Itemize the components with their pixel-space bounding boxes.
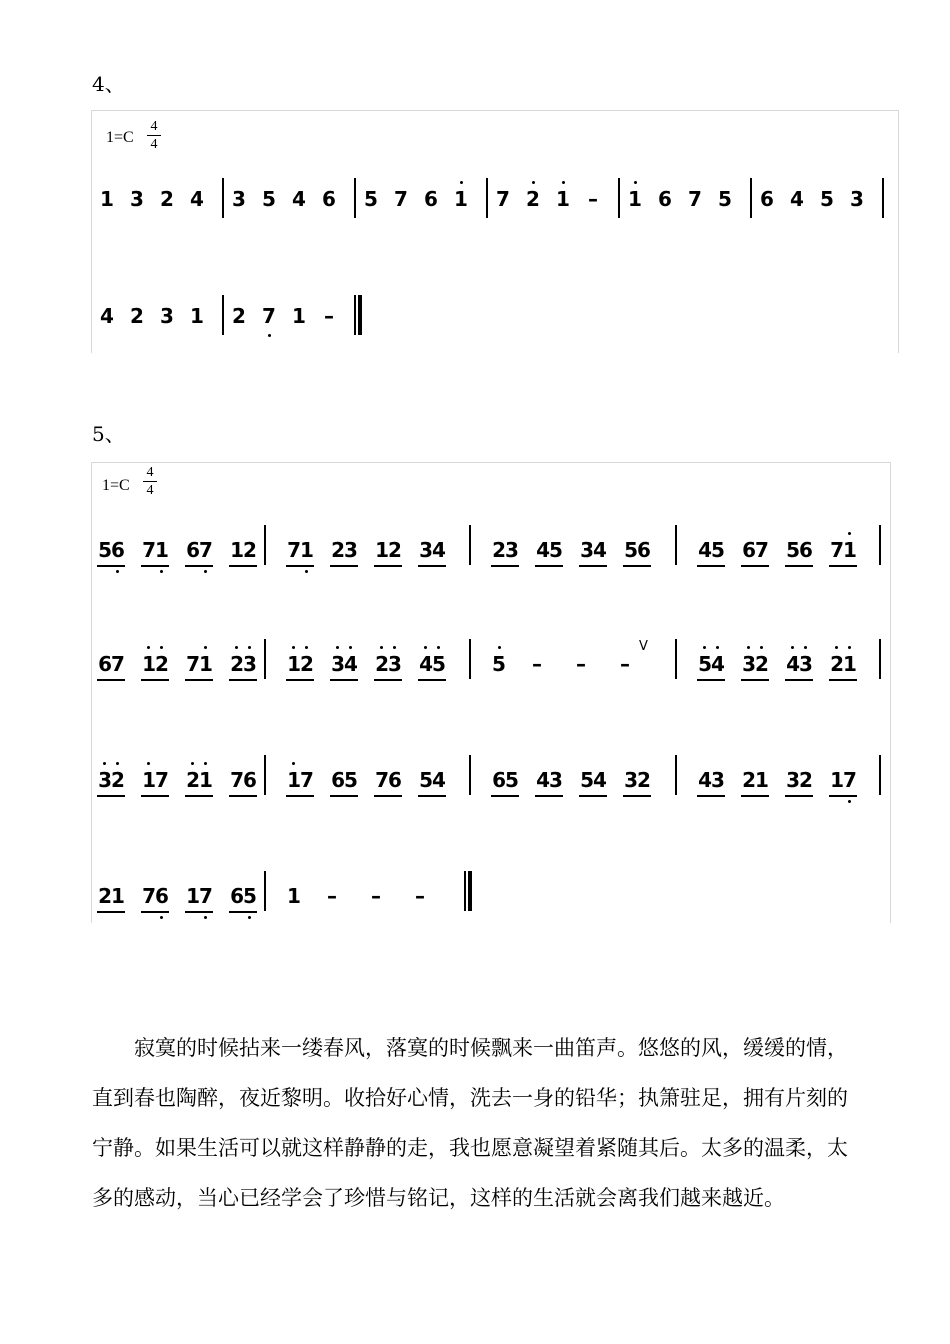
beam-underline bbox=[829, 795, 857, 797]
high-octave-dot bbox=[460, 181, 463, 184]
low-octave-dot bbox=[204, 916, 207, 919]
high-octave-dot bbox=[848, 532, 851, 535]
eighth-note-pair bbox=[184, 881, 214, 921]
note: 1 bbox=[292, 304, 306, 328]
eighth-note-pair bbox=[696, 649, 726, 689]
note-pair-digits: 21 bbox=[98, 884, 124, 908]
note: 1 bbox=[100, 187, 114, 211]
beam-underline bbox=[579, 565, 607, 567]
beam-underline bbox=[697, 795, 725, 797]
beam-underline bbox=[97, 911, 125, 913]
high-octave-dot bbox=[191, 762, 194, 765]
note-pair-digits: 45 bbox=[536, 538, 562, 562]
note: 5 bbox=[718, 187, 732, 211]
section-5-heading: 5、 bbox=[92, 422, 125, 446]
barline bbox=[879, 755, 881, 795]
eighth-note-pair bbox=[534, 535, 564, 575]
eighth-note-pair bbox=[417, 649, 447, 689]
eighth-note-pair bbox=[96, 649, 126, 689]
high-octave-dot bbox=[349, 646, 352, 649]
breath-mark: V bbox=[639, 639, 648, 654]
beam-underline bbox=[141, 565, 169, 567]
high-octave-dot bbox=[204, 762, 207, 765]
note: 3 bbox=[130, 187, 144, 211]
high-octave-dot bbox=[204, 646, 207, 649]
high-octave-dot bbox=[532, 181, 535, 184]
eighth-note-pair bbox=[622, 765, 652, 805]
barline bbox=[675, 755, 677, 795]
key-signature: 1=C bbox=[102, 477, 130, 494]
note: 7 bbox=[394, 187, 408, 211]
barline bbox=[675, 525, 677, 565]
note-pair-digits: 17 bbox=[287, 768, 313, 792]
eighth-note-pair bbox=[828, 765, 858, 805]
beam-underline bbox=[535, 795, 563, 797]
eighth-note-pair bbox=[140, 535, 170, 575]
beam-underline bbox=[141, 911, 169, 913]
beam-underline bbox=[229, 795, 257, 797]
note-pair-digits: 12 bbox=[142, 652, 168, 676]
note: 2 bbox=[130, 304, 144, 328]
beam-underline bbox=[374, 565, 402, 567]
note: 5 bbox=[262, 187, 276, 211]
eighth-note-pair bbox=[828, 535, 858, 575]
note-pair-digits: 43 bbox=[786, 652, 812, 676]
high-octave-dot bbox=[292, 646, 295, 649]
note: 1 bbox=[556, 187, 570, 211]
note-pair-digits: 76 bbox=[375, 768, 401, 792]
eighth-note-pair bbox=[184, 535, 214, 575]
barline bbox=[222, 295, 224, 335]
eighth-note-pair bbox=[740, 765, 770, 805]
beam-underline bbox=[141, 795, 169, 797]
eighth-note-pair bbox=[96, 765, 126, 805]
barline bbox=[618, 178, 620, 218]
note-pair-digits: 32 bbox=[786, 768, 812, 792]
beam-underline bbox=[330, 679, 358, 681]
note-pair-digits: 23 bbox=[331, 538, 357, 562]
beam-underline bbox=[579, 795, 607, 797]
low-octave-dot bbox=[305, 570, 308, 573]
beam-underline bbox=[97, 679, 125, 681]
note: 4 bbox=[190, 187, 204, 211]
section-4-heading: 4、 bbox=[92, 72, 125, 96]
beam-underline bbox=[785, 679, 813, 681]
paragraph-line: 直到春也陶醉，夜近黎明。收拾好心情，洗去一身的铅华；执箫驻足，拥有片刻的 bbox=[92, 1086, 848, 1110]
note: 7 bbox=[496, 187, 510, 211]
note: 4 bbox=[100, 304, 114, 328]
beam-underline bbox=[330, 795, 358, 797]
eighth-note-pair bbox=[329, 535, 359, 575]
barline bbox=[469, 639, 471, 679]
note-pair-digits: 65 bbox=[230, 884, 256, 908]
note-pair-digits: 12 bbox=[230, 538, 256, 562]
time-signature: 4 4 bbox=[143, 465, 157, 498]
paragraph-line: 多的感动，当心已经学会了珍惜与铭记，这样的生活就会离我们越来越近。 bbox=[92, 1186, 785, 1210]
low-octave-dot bbox=[160, 916, 163, 919]
note-pair-digits: 43 bbox=[698, 768, 724, 792]
eighth-note-pair bbox=[329, 765, 359, 805]
high-octave-dot bbox=[835, 646, 838, 649]
beam-underline bbox=[185, 565, 213, 567]
note: 2 bbox=[526, 187, 540, 211]
note: 3 bbox=[160, 304, 174, 328]
high-octave-dot bbox=[147, 762, 150, 765]
note-pair-digits: 71 bbox=[142, 538, 168, 562]
high-octave-dot bbox=[747, 646, 750, 649]
note-pair-digits: 23 bbox=[492, 538, 518, 562]
note-pair-digits: 32 bbox=[624, 768, 650, 792]
final-barline-thin bbox=[464, 871, 466, 911]
final-barline-thick bbox=[358, 295, 362, 335]
eighth-note-pair bbox=[696, 765, 726, 805]
eighth-note-pair bbox=[228, 649, 258, 689]
beam-underline bbox=[374, 679, 402, 681]
note-pair-digits: 17 bbox=[142, 768, 168, 792]
eighth-note-pair bbox=[784, 535, 814, 575]
beam-underline bbox=[374, 795, 402, 797]
eighth-note-pair bbox=[285, 765, 315, 805]
note: 6 bbox=[760, 187, 774, 211]
time-signature: 4 4 bbox=[147, 119, 161, 152]
dash-extension: – bbox=[532, 652, 542, 676]
beam-underline bbox=[741, 679, 769, 681]
note: 5 bbox=[492, 652, 506, 676]
beam-underline bbox=[418, 679, 446, 681]
high-octave-dot bbox=[393, 646, 396, 649]
barline bbox=[264, 525, 266, 565]
note-pair-digits: 67 bbox=[742, 538, 768, 562]
note-pair-digits: 32 bbox=[98, 768, 124, 792]
beam-underline bbox=[229, 911, 257, 913]
barline bbox=[264, 755, 266, 795]
barline bbox=[750, 178, 752, 218]
score-row bbox=[92, 765, 890, 805]
beam-underline bbox=[141, 679, 169, 681]
high-octave-dot bbox=[562, 181, 565, 184]
eighth-note-pair bbox=[490, 535, 520, 575]
high-octave-dot bbox=[804, 646, 807, 649]
note: 3 bbox=[232, 187, 246, 211]
barline bbox=[879, 639, 881, 679]
eighth-note-pair bbox=[228, 765, 258, 805]
beam-underline bbox=[741, 565, 769, 567]
note: 7 bbox=[262, 304, 276, 328]
note-pair-digits: 21 bbox=[830, 652, 856, 676]
note-pair-digits: 23 bbox=[230, 652, 256, 676]
barline bbox=[222, 178, 224, 218]
beam-underline bbox=[829, 565, 857, 567]
beam-underline bbox=[785, 565, 813, 567]
high-octave-dot bbox=[147, 646, 150, 649]
note-pair-digits: 54 bbox=[698, 652, 724, 676]
beam-underline bbox=[97, 565, 125, 567]
low-octave-dot bbox=[116, 570, 119, 573]
eighth-note-pair bbox=[578, 535, 608, 575]
note-pair-digits: 34 bbox=[331, 652, 357, 676]
beam-underline bbox=[229, 565, 257, 567]
eighth-note-pair bbox=[184, 649, 214, 689]
eighth-note-pair bbox=[140, 649, 170, 689]
note: 2 bbox=[160, 187, 174, 211]
high-octave-dot bbox=[292, 762, 295, 765]
low-octave-dot bbox=[248, 916, 251, 919]
note-pair-digits: 32 bbox=[742, 652, 768, 676]
eighth-note-pair bbox=[622, 535, 652, 575]
note-pair-digits: 43 bbox=[536, 768, 562, 792]
note-pair-digits: 67 bbox=[186, 538, 212, 562]
paragraph-line: 寂寞的时候拈来一缕春风，落寞的时候飘来一曲笛声。悠悠的风，缓缓的情， bbox=[134, 1036, 848, 1060]
barline bbox=[264, 639, 266, 679]
note-pair-digits: 17 bbox=[830, 768, 856, 792]
low-octave-dot bbox=[848, 800, 851, 803]
note: – bbox=[324, 304, 334, 328]
score-row bbox=[92, 301, 898, 341]
low-octave-dot bbox=[268, 334, 271, 337]
high-octave-dot bbox=[336, 646, 339, 649]
high-octave-dot bbox=[848, 646, 851, 649]
beam-underline bbox=[185, 795, 213, 797]
note-pair-digits: 17 bbox=[186, 884, 212, 908]
note: 5 bbox=[364, 187, 378, 211]
eighth-note-pair bbox=[228, 881, 258, 921]
high-octave-dot bbox=[716, 646, 719, 649]
high-octave-dot bbox=[760, 646, 763, 649]
score-4 bbox=[91, 110, 899, 353]
note-pair-digits: 54 bbox=[419, 768, 445, 792]
note-pair-digits: 56 bbox=[98, 538, 124, 562]
beam-underline bbox=[829, 679, 857, 681]
eighth-note-pair bbox=[228, 535, 258, 575]
high-octave-dot bbox=[305, 646, 308, 649]
note-pair-digits: 34 bbox=[419, 538, 445, 562]
eighth-note-pair bbox=[784, 765, 814, 805]
note-pair-digits: 54 bbox=[580, 768, 606, 792]
note: 6 bbox=[424, 187, 438, 211]
eighth-note-pair bbox=[96, 535, 126, 575]
score-5 bbox=[91, 462, 891, 923]
eighth-note-pair bbox=[784, 649, 814, 689]
eighth-note-pair bbox=[828, 649, 858, 689]
final-barline-thin bbox=[354, 295, 356, 335]
high-octave-dot bbox=[498, 646, 501, 649]
high-octave-dot bbox=[703, 646, 706, 649]
note-pair-digits: 67 bbox=[98, 652, 124, 676]
note: 3 bbox=[850, 187, 864, 211]
barline bbox=[354, 178, 356, 218]
note-pair-digits: 65 bbox=[492, 768, 518, 792]
eighth-note-pair bbox=[373, 535, 403, 575]
eighth-note-pair bbox=[740, 535, 770, 575]
note-pair-digits: 21 bbox=[186, 768, 212, 792]
eighth-note-pair bbox=[490, 765, 520, 805]
high-octave-dot bbox=[634, 181, 637, 184]
beam-underline bbox=[623, 795, 651, 797]
note: 6 bbox=[658, 187, 672, 211]
eighth-note-pair bbox=[417, 535, 447, 575]
beam-underline bbox=[229, 679, 257, 681]
beam-underline bbox=[286, 795, 314, 797]
barline bbox=[264, 871, 266, 911]
score-row bbox=[92, 184, 898, 224]
eighth-note-pair bbox=[696, 535, 726, 575]
note-pair-digits: 76 bbox=[230, 768, 256, 792]
dash-extension: – bbox=[620, 652, 630, 676]
paragraph-line: 宁静。如果生活可以就这样静静的走，我也愿意凝望着紧随其后。太多的温柔，太 bbox=[92, 1136, 848, 1160]
note-pair-digits: 56 bbox=[624, 538, 650, 562]
low-octave-dot bbox=[160, 570, 163, 573]
eighth-note-pair bbox=[373, 649, 403, 689]
note-pair-digits: 21 bbox=[742, 768, 768, 792]
note: 5 bbox=[820, 187, 834, 211]
beam-underline bbox=[418, 795, 446, 797]
note-pair-digits: 12 bbox=[287, 652, 313, 676]
dash-extension: – bbox=[576, 652, 586, 676]
note-pair-digits: 71 bbox=[186, 652, 212, 676]
note: 1 bbox=[454, 187, 468, 211]
high-octave-dot bbox=[791, 646, 794, 649]
eighth-note-pair bbox=[329, 649, 359, 689]
high-octave-dot bbox=[424, 646, 427, 649]
barline bbox=[879, 525, 881, 565]
note-pair-digits: 76 bbox=[142, 884, 168, 908]
barline bbox=[469, 755, 471, 795]
dash-extension: – bbox=[415, 884, 425, 908]
note-pair-digits: 34 bbox=[580, 538, 606, 562]
note-pair-digits: 45 bbox=[698, 538, 724, 562]
beam-underline bbox=[418, 565, 446, 567]
note: 2 bbox=[232, 304, 246, 328]
beam-underline bbox=[741, 795, 769, 797]
beam-underline bbox=[97, 795, 125, 797]
barline bbox=[469, 525, 471, 565]
high-octave-dot bbox=[437, 646, 440, 649]
prose-paragraph bbox=[92, 1023, 896, 1223]
eighth-note-pair bbox=[285, 535, 315, 575]
eighth-note-pair bbox=[140, 881, 170, 921]
note-pair-digits: 71 bbox=[830, 538, 856, 562]
note: 1 bbox=[287, 884, 301, 908]
beam-underline bbox=[330, 565, 358, 567]
eighth-note-pair bbox=[96, 881, 126, 921]
barline bbox=[675, 639, 677, 679]
eighth-note-pair bbox=[534, 765, 564, 805]
high-octave-dot bbox=[235, 646, 238, 649]
score-row bbox=[92, 881, 890, 921]
note-pair-digits: 23 bbox=[375, 652, 401, 676]
note-pair-digits: 71 bbox=[287, 538, 313, 562]
eighth-note-pair bbox=[578, 765, 608, 805]
eighth-note-pair bbox=[184, 765, 214, 805]
note-pair-digits: 56 bbox=[786, 538, 812, 562]
beam-underline bbox=[623, 565, 651, 567]
score-row bbox=[92, 535, 890, 575]
beam-underline bbox=[491, 565, 519, 567]
note: 6 bbox=[322, 187, 336, 211]
dash-extension: – bbox=[371, 884, 381, 908]
key-signature: 1=C bbox=[106, 129, 134, 146]
barline bbox=[882, 178, 884, 218]
beam-underline bbox=[185, 911, 213, 913]
beam-underline bbox=[286, 565, 314, 567]
note-pair-digits: 45 bbox=[419, 652, 445, 676]
note-pair-digits: 65 bbox=[331, 768, 357, 792]
eighth-note-pair bbox=[285, 649, 315, 689]
barline bbox=[486, 178, 488, 218]
low-octave-dot bbox=[204, 570, 207, 573]
beam-underline bbox=[785, 795, 813, 797]
beam-underline bbox=[697, 679, 725, 681]
note: 1 bbox=[628, 187, 642, 211]
eighth-note-pair bbox=[140, 765, 170, 805]
beam-underline bbox=[697, 565, 725, 567]
eighth-note-pair bbox=[373, 765, 403, 805]
score-row bbox=[92, 649, 890, 689]
note: 4 bbox=[790, 187, 804, 211]
note: 4 bbox=[292, 187, 306, 211]
eighth-note-pair bbox=[417, 765, 447, 805]
high-octave-dot bbox=[103, 762, 106, 765]
beam-underline bbox=[185, 679, 213, 681]
high-octave-dot bbox=[380, 646, 383, 649]
note: 7 bbox=[688, 187, 702, 211]
final-barline-thick bbox=[468, 871, 472, 911]
high-octave-dot bbox=[160, 646, 163, 649]
note: – bbox=[588, 187, 598, 211]
eighth-note-pair bbox=[740, 649, 770, 689]
note-pair-digits: 12 bbox=[375, 538, 401, 562]
beam-underline bbox=[286, 679, 314, 681]
beam-underline bbox=[535, 565, 563, 567]
beam-underline bbox=[491, 795, 519, 797]
dash-extension: – bbox=[327, 884, 337, 908]
high-octave-dot bbox=[116, 762, 119, 765]
note: 1 bbox=[190, 304, 204, 328]
high-octave-dot bbox=[248, 646, 251, 649]
